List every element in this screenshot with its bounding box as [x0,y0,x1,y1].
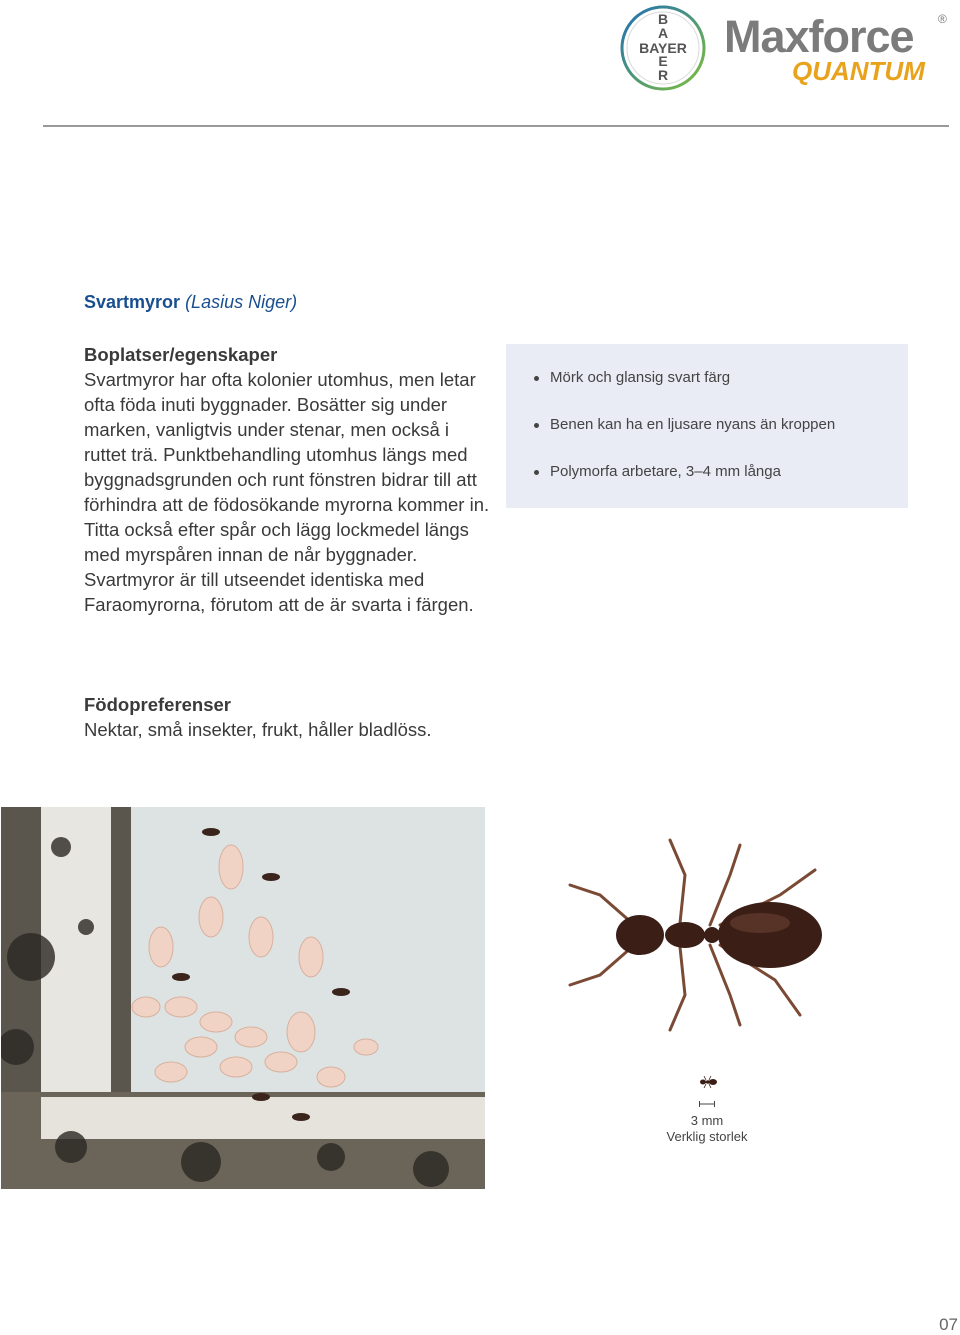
page-number: 07 [939,1315,958,1334]
brand-subtitle: QUANTUM [792,56,925,86]
food-section [84,692,494,742]
feature-item: Polymorfa arbetare, 3–4 mm långa [534,462,908,482]
svg-text:B: B [657,11,669,27]
feature-item: Mörk och glansig svart färg [534,368,908,388]
ant-illustration [560,835,840,1035]
svg-text:A: A [657,25,669,41]
scale-bar [699,1094,715,1100]
habitat-heading: Boplatser/egenskaper [84,344,278,365]
scale-note: Verklig storlek [666,1129,748,1144]
svg-text:BAYER: BAYER [639,40,687,56]
features-box [506,344,908,508]
food-body: Nektar, små insekter, frukt, håller bladlöss. [84,719,432,740]
scale-size: 3 mm [690,1113,724,1128]
scale-caption [620,1113,794,1145]
bayer-logo-icon [619,4,707,92]
brand-name: Maxforce [724,11,914,62]
feature-item: Benen kan ha en ljusare nyans än kroppen [534,415,908,435]
habitat-section [84,342,494,617]
habitat-body: Svartmyror har ofta kolonier utomhus, men letar ofta föda inuti byggnader. Bosätter sig under marken, vanligtvis under stenar, men också i ruttet trä. Punktbehandling utomhus längs med byggnadsgrunden och runt fönstren bidrar till att förhindra att de födosökande myrorna kommer in. Titta också efter spår och lägg lockmedel längs med myrspåren innan de når byggnader. Svartmyror är till utseendet identiska med Faraomyrorna, förutom att de är svarta i färgen. [84,369,490,615]
actual-size-ant-icon [698,1075,718,1087]
svg-text:E: E [658,53,668,69]
features-list [506,344,908,482]
food-heading: Födopreferenser [84,694,232,715]
ant-nest-photo [1,807,485,1189]
maxforce-brand [724,12,954,92]
species-name: Svartmyror [84,292,181,312]
page-title [84,290,297,314]
species-latin-name: (Lasius Niger) [185,292,298,312]
svg-text:R: R [657,67,669,83]
registered-mark: ® [938,12,947,26]
header-divider [43,125,949,127]
